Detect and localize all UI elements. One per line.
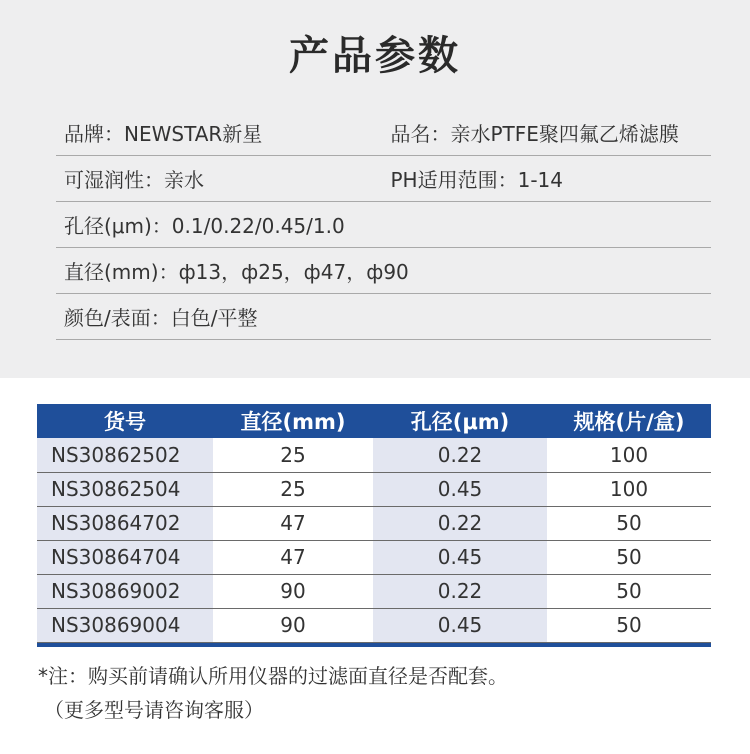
cell-pore-size: 0.45 <box>373 608 547 642</box>
cell-pack-size: 50 <box>547 574 711 608</box>
table-bottom-bar <box>37 643 711 647</box>
cell-diameter: 90 <box>213 574 373 608</box>
table-row <box>37 540 711 574</box>
cell-pore-size: 0.22 <box>373 574 547 608</box>
cell-diameter: 25 <box>213 438 373 472</box>
header-item-no: 货号 <box>37 404 213 438</box>
page-title: 产品参数 <box>289 33 461 79</box>
table-header-row <box>37 404 711 438</box>
table-row <box>37 608 711 642</box>
header-pack-size: 规格(片/盒) <box>547 404 711 438</box>
cell-diameter: 25 <box>213 472 373 506</box>
cell-item-no: NS30864702 <box>37 506 213 540</box>
spec-brand: 品牌：NEWSTAR新星 <box>64 122 263 146</box>
table-row <box>37 506 711 540</box>
spec-row <box>56 248 711 294</box>
cell-pack-size: 50 <box>547 540 711 574</box>
cell-pore-size: 0.45 <box>373 540 547 574</box>
spec-row <box>56 202 711 248</box>
cell-pore-size: 0.22 <box>373 438 547 472</box>
cell-item-no: NS30862504 <box>37 472 213 506</box>
spec-diameter: 直径(mm)：ф13，ф25，ф47，ф90 <box>64 260 409 284</box>
cell-pack-size: 100 <box>547 438 711 472</box>
spec-color-surface: 颜色/表面：白色/平整 <box>64 306 258 330</box>
cell-pack-size: 100 <box>547 472 711 506</box>
cell-pack-size: 50 <box>547 608 711 642</box>
cell-item-no: NS30864704 <box>37 540 213 574</box>
spec-row <box>56 156 711 202</box>
cell-item-no: NS30869002 <box>37 574 213 608</box>
cell-item-no: NS30862502 <box>37 438 213 472</box>
header-pore-size: 孔径(μm) <box>373 404 547 438</box>
spec-product-name: 品名：亲水PTFE聚四氟乙烯滤膜 <box>390 122 679 146</box>
table-row <box>37 472 711 506</box>
cell-diameter: 47 <box>213 506 373 540</box>
table-row <box>37 574 711 608</box>
spec-row <box>56 294 711 340</box>
table-row <box>37 438 711 472</box>
spec-ph-range: PH适用范围：1-14 <box>390 168 563 192</box>
cell-item-no: NS30869004 <box>37 608 213 642</box>
spec-pore-size: 孔径(μm)：0.1/0.22/0.45/1.0 <box>64 214 345 238</box>
cell-diameter: 47 <box>213 540 373 574</box>
cell-pack-size: 50 <box>547 506 711 540</box>
cell-pore-size: 0.45 <box>373 472 547 506</box>
spec-row <box>56 110 711 156</box>
footnote-contact: （更多型号请咨询客服） <box>44 698 264 722</box>
header-diameter: 直径(mm) <box>213 404 373 438</box>
cell-pore-size: 0.22 <box>373 506 547 540</box>
spec-list <box>56 110 711 340</box>
spec-wettability: 可湿润性：亲水 <box>64 168 204 192</box>
cell-diameter: 90 <box>213 608 373 642</box>
product-table <box>37 404 711 647</box>
footnote: *注：购买前请确认所用仪器的过滤面直径是否配套。 <box>38 664 508 688</box>
